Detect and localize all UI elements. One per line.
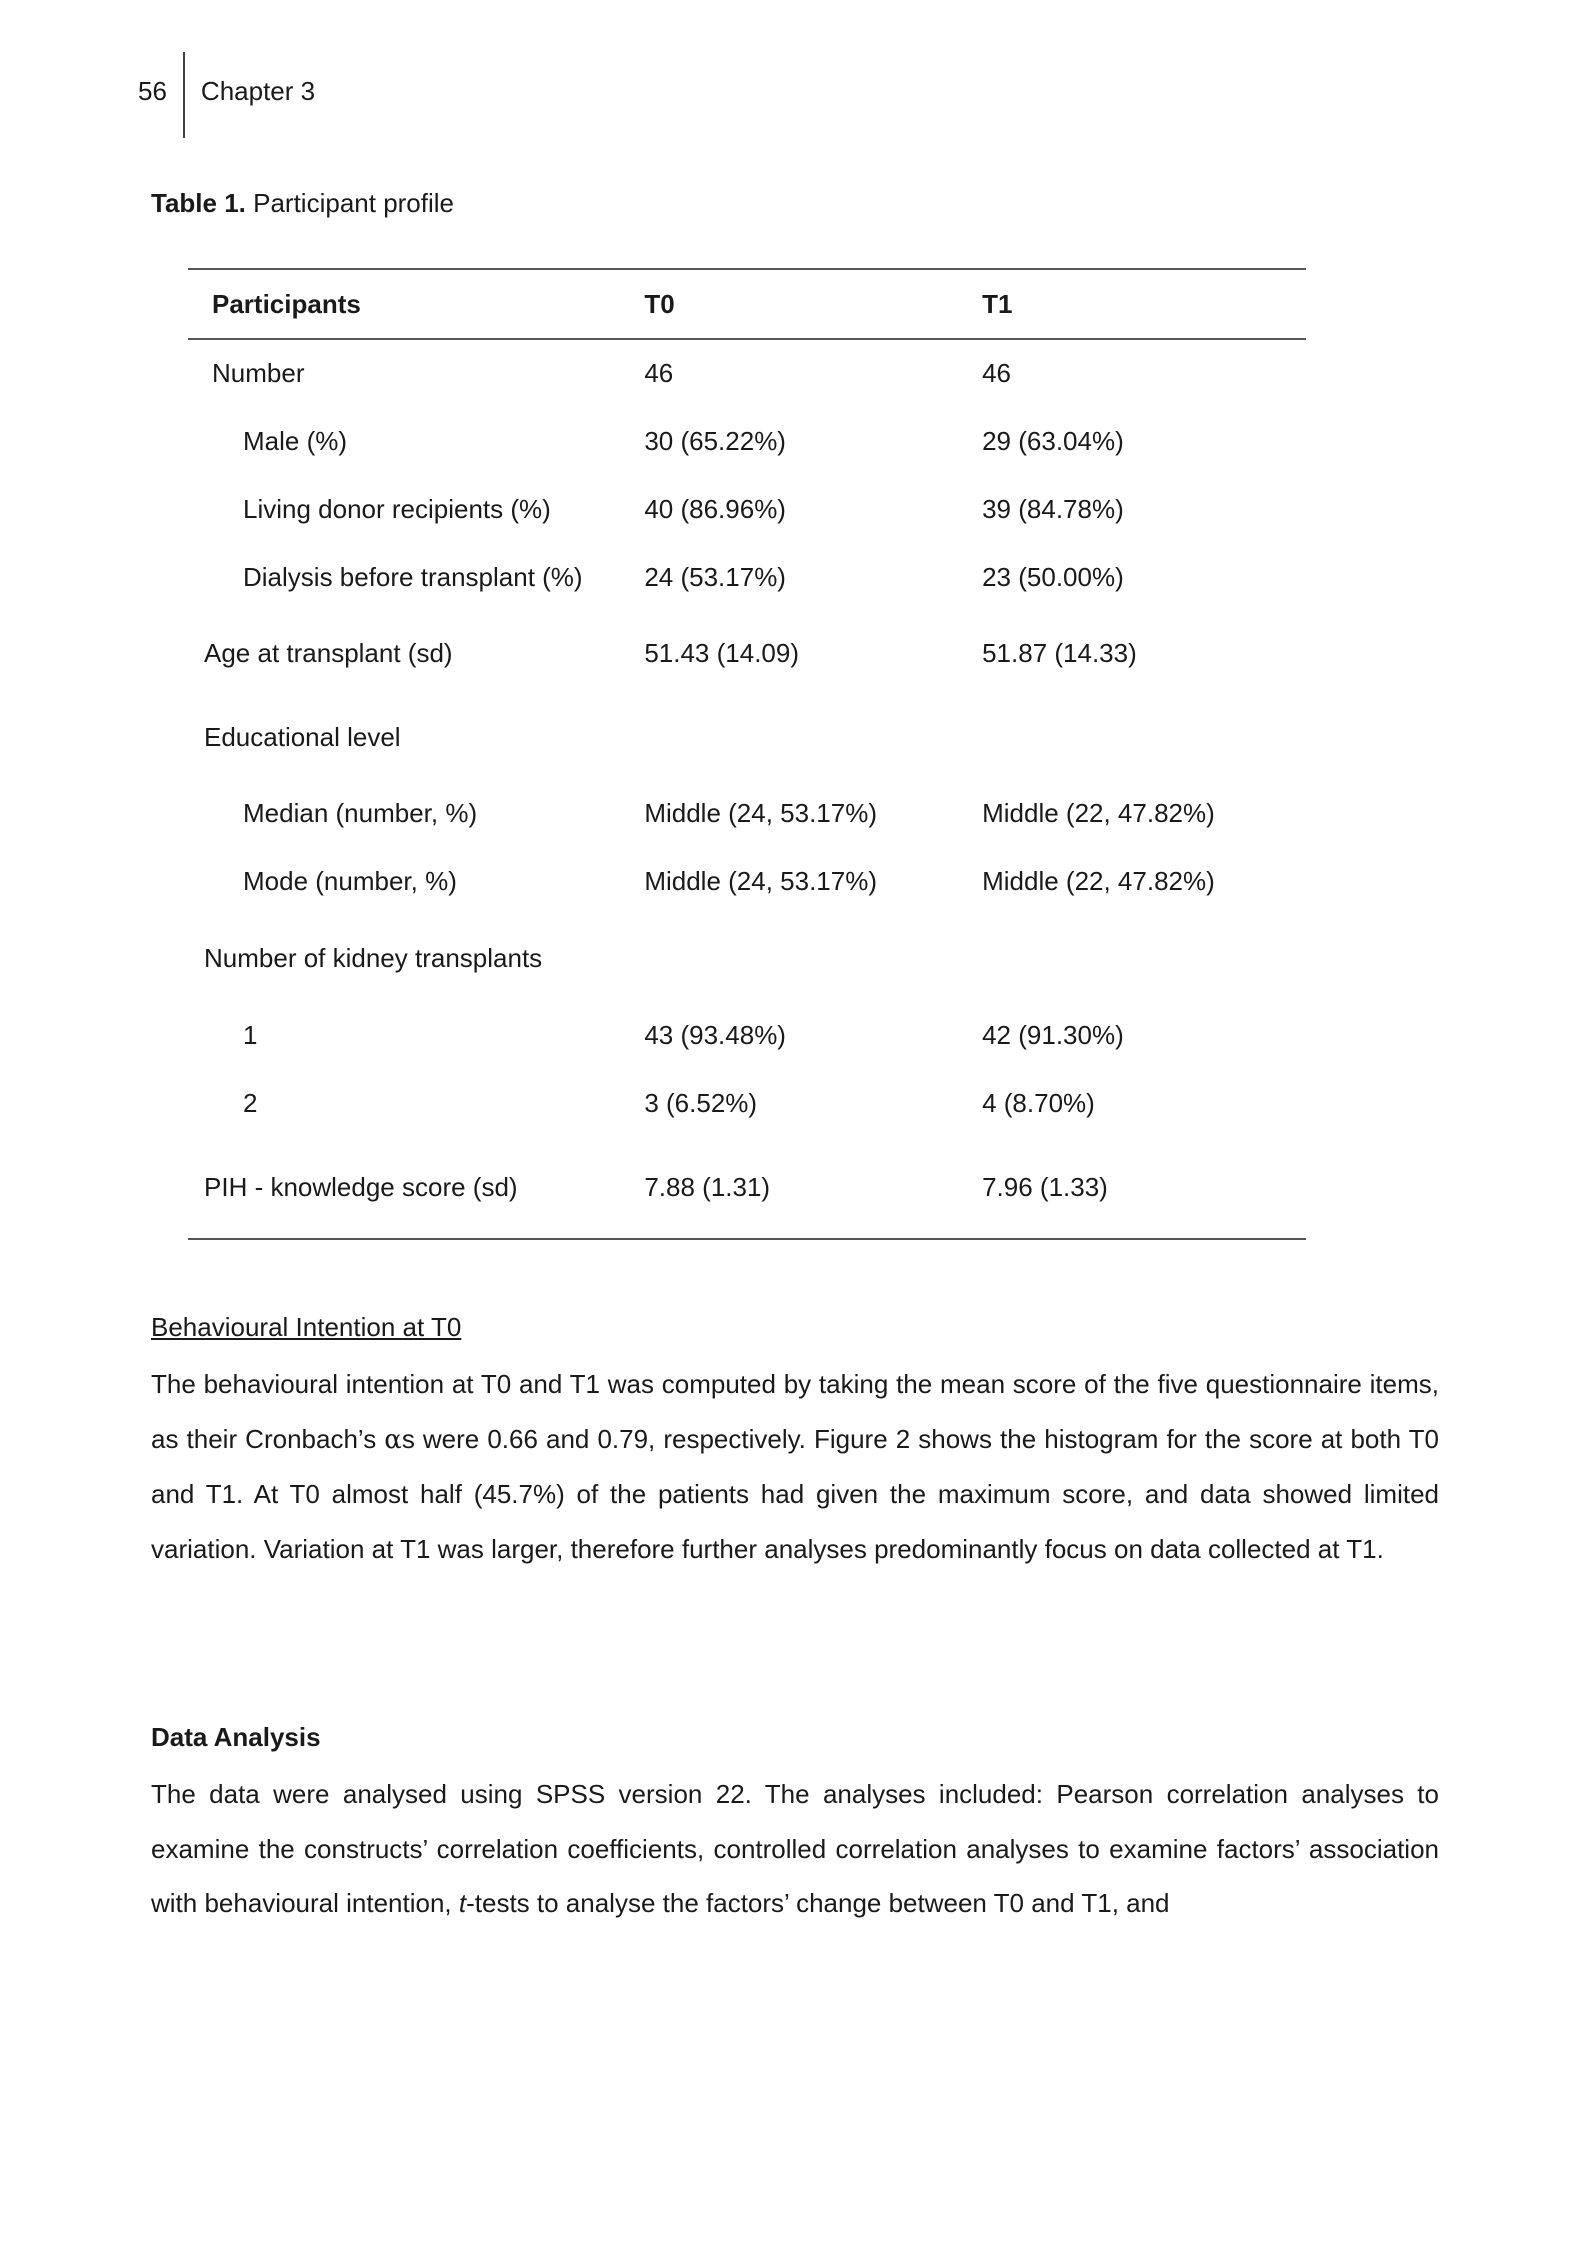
header-participants: Participants <box>212 288 361 319</box>
row-label: Educational level <box>204 721 401 752</box>
row-t0 <box>634 695 970 779</box>
data-analysis-heading: Data Analysis <box>151 1722 321 1752</box>
participant-profile-table <box>188 268 1306 1240</box>
row-t1: Middle (22, 47.82%) <box>982 797 1215 828</box>
row-label: Mode (number, %) <box>243 865 457 896</box>
row-t0: 43 (93.48%) <box>644 1019 786 1050</box>
table-row <box>188 611 1306 695</box>
row-label: PIH - knowledge score (sd) <box>204 1172 518 1202</box>
row-t0: 7.88 (1.31) <box>644 1172 771 1202</box>
row-t0: 40 (86.96%) <box>644 493 786 524</box>
table-header-row <box>188 269 1306 339</box>
row-label: 2 <box>243 1087 258 1118</box>
table-row <box>188 475 1306 543</box>
paragraph-text-a: The data were analysed using SPSS version 22. The analyses included: Pearson correlation analyses to examine the constructs’ correlation coefficients, controlled correlation analyses to examine factors’ association with behavioural intention, <box>151 1779 1439 1918</box>
alpha-symbol: α <box>384 1424 402 1455</box>
row-t0: Middle (24, 53.17%) <box>644 797 878 828</box>
table-row <box>188 779 1306 847</box>
data-analysis-paragraph <box>151 1767 1439 1931</box>
running-header <box>138 52 315 138</box>
row-t0: 3 (6.52%) <box>644 1087 758 1118</box>
row-label: 1 <box>243 1019 258 1050</box>
row-label: Age at transplant (sd) <box>204 637 453 668</box>
page-number: 56 <box>138 52 185 138</box>
table-row <box>188 847 1306 915</box>
table-row <box>188 339 1306 407</box>
behavioural-intention-heading: Behavioural Intention at T0 <box>151 1312 462 1342</box>
row-t1 <box>970 915 1306 1001</box>
paragraph-text-b: s were 0.66 and 0.79, respectively. Figure 2 shows the histogram for the score at both T0 and T1. At T0 almost half (45.7%) of the patients had given the maximum score, and data showed limited variation. Variation at T1 was larger, therefore further analyses predominantly focus on data collected at T1. <box>151 1423 1440 1564</box>
chapter-title: Chapter 3 <box>200 76 316 106</box>
row-t0: 51.43 (14.09) <box>644 637 799 668</box>
table-caption-text: Participant profile <box>253 188 455 218</box>
row-t1: Middle (22, 47.82%) <box>982 865 1215 896</box>
row-t1: 29 (63.04%) <box>982 425 1124 456</box>
row-label: Number <box>212 358 305 388</box>
row-t1: 46 <box>982 358 1012 388</box>
row-label: Living donor recipients (%) <box>243 493 551 524</box>
row-label: Median (number, %) <box>243 797 478 828</box>
row-label: Dialysis before transplant (%) <box>243 561 583 592</box>
table-row <box>188 407 1306 475</box>
table-caption <box>151 188 454 219</box>
paragraph-text-a: The behavioural intention at T0 and T1 was computed by taking the mean score of the five questionnaire items, as their Cronbach’s <box>151 1369 1439 1454</box>
table-row <box>188 915 1306 1001</box>
table-row <box>188 1069 1306 1137</box>
row-t1: 51.87 (14.33) <box>982 637 1137 668</box>
table-row <box>188 695 1306 779</box>
row-label: Male (%) <box>243 425 348 456</box>
row-t1 <box>970 695 1306 779</box>
row-t0: 24 (53.17%) <box>644 561 786 592</box>
table-row <box>188 1137 1306 1239</box>
row-t1: 42 (91.30%) <box>982 1019 1124 1050</box>
row-label: Number of kidney transplants <box>204 942 543 973</box>
table-row <box>188 1001 1306 1069</box>
row-t0 <box>634 915 970 1001</box>
row-t1: 4 (8.70%) <box>982 1087 1095 1118</box>
row-t1: 7.96 (1.33) <box>982 1172 1108 1202</box>
paragraph-text-b: -tests to analyse the factors’ change between T0 and T1, and <box>466 1888 1170 1918</box>
header-t0: T0 <box>644 288 675 319</box>
row-t1: 39 (84.78%) <box>982 493 1124 524</box>
row-t0: 30 (65.22%) <box>644 425 786 456</box>
row-t0: Middle (24, 53.17%) <box>644 865 878 896</box>
row-t1: 23 (50.00%) <box>982 561 1124 592</box>
table-caption-label: Table 1. <box>151 188 246 218</box>
table-row <box>188 543 1306 611</box>
header-t1: T1 <box>982 288 1013 319</box>
row-t0: 46 <box>644 358 674 388</box>
t-italic: t <box>458 1888 467 1918</box>
behavioural-intention-paragraph <box>151 1357 1439 1576</box>
